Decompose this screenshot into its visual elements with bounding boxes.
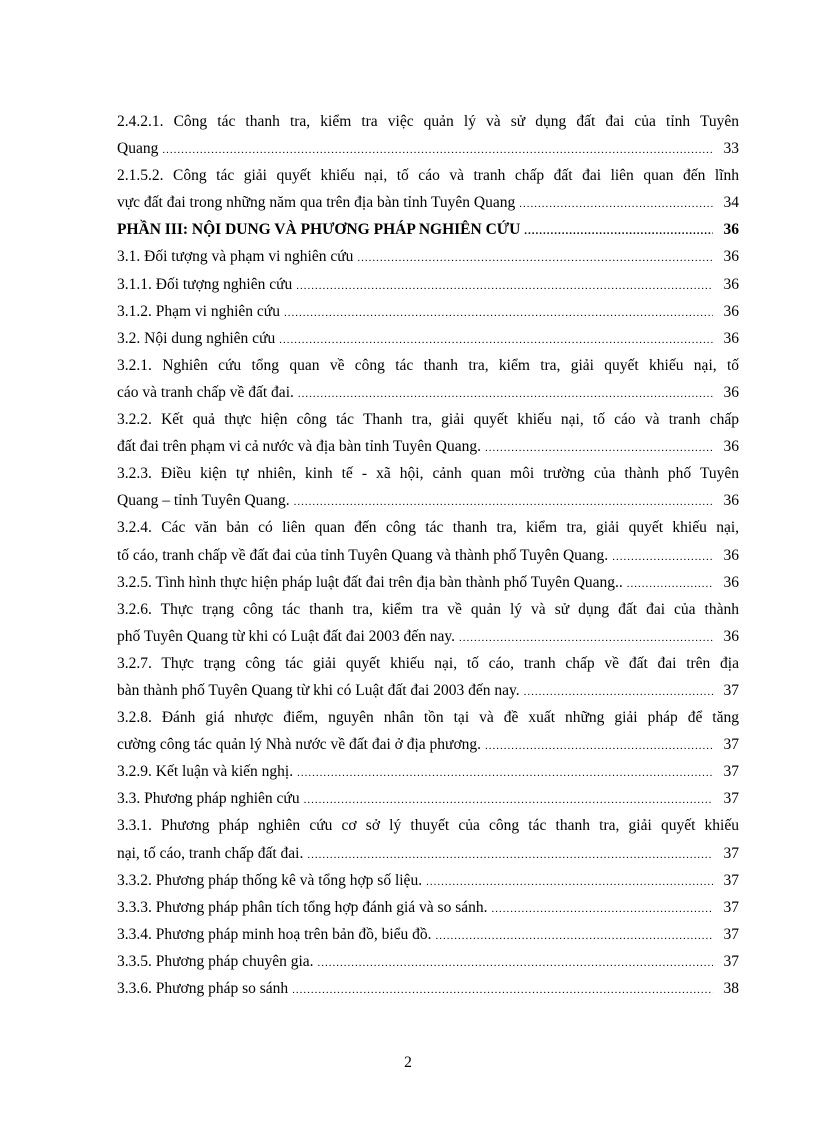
- dot-leader: [436, 923, 713, 948]
- toc-entry[interactable]: [117, 460, 739, 514]
- dot-leader: [297, 760, 713, 785]
- toc-entry-text: 3.2.4. Các văn bản có liên quan đến công tác thanh tra, kiểm tra, giải quyết khiếu nại,: [117, 519, 739, 537]
- dot-leader: [162, 137, 713, 162]
- toc-page-number: 36: [723, 438, 739, 456]
- toc-entry[interactable]: [117, 758, 739, 785]
- toc-entry[interactable]: [117, 569, 739, 596]
- toc-entry-text: 3.2.1. Nghiên cứu tổng quan về công tác thanh tra, kiểm tra, giải quyết khiếu nại, tố: [117, 356, 739, 374]
- dot-leader: [612, 544, 713, 569]
- dot-leader: [296, 273, 713, 298]
- toc-page-number: 37: [723, 898, 739, 916]
- toc-entry-text: Quang: [117, 140, 159, 158]
- toc-entry-text: 3.3. Phương pháp nghiên cứu: [117, 790, 300, 808]
- toc-entry-text: 3.1.1. Đối tượng nghiên cứu: [117, 275, 293, 293]
- toc-entry[interactable]: [117, 108, 739, 162]
- toc-entry-text: phố Tuyên Quang từ khi có Luật đất đai 2003 đến nay.: [117, 627, 456, 645]
- dot-leader: [485, 435, 713, 460]
- toc-entry-text: cáo và tranh chấp về đất đai.: [117, 383, 294, 401]
- toc-entry[interactable]: [117, 812, 739, 866]
- toc-entry-text: nại, tố cáo, tranh chấp đất đai.: [117, 844, 304, 862]
- toc-entry[interactable]: [117, 243, 739, 270]
- toc-entry[interactable]: [117, 216, 739, 243]
- toc-entry[interactable]: [117, 325, 739, 352]
- toc-page-number: 36: [723, 221, 739, 239]
- toc-page-number: 36: [723, 546, 739, 564]
- toc-entry-text: bàn thành phố Tuyên Quang từ khi có Luật đất đai 2003 đến nay.: [117, 681, 520, 699]
- dot-leader: [294, 489, 713, 514]
- toc-entry-text: 3.3.6. Phương pháp so sánh: [117, 980, 289, 997]
- dot-leader: [627, 571, 713, 596]
- dot-leader: [519, 191, 713, 216]
- dot-leader: [492, 896, 714, 921]
- dot-leader: [459, 625, 713, 650]
- dot-leader: [357, 245, 713, 270]
- toc-page-number: 36: [723, 302, 739, 320]
- toc-entry-text: 3.3.5. Phương pháp chuyên gia.: [117, 952, 314, 970]
- dot-leader: [426, 869, 713, 894]
- toc-entry-text: 3.1. Đối tượng và phạm vi nghiên cứu: [117, 248, 354, 266]
- toc-page-number: 37: [723, 736, 739, 754]
- dot-leader: [284, 300, 713, 325]
- toc-entry-text: 3.1.2. Phạm vi nghiên cứu: [117, 302, 280, 320]
- toc-entry-text: 3.2.3. Điều kiện tự nhiên, kinh tế - xã hội, cảnh quan môi trường của thành phố Tuyên: [117, 465, 739, 483]
- toc-entry[interactable]: [117, 704, 739, 758]
- toc-page-number: 37: [723, 763, 739, 781]
- toc-page-number: 37: [723, 790, 739, 808]
- dot-leader: [298, 381, 713, 406]
- toc-entry[interactable]: [117, 596, 739, 650]
- dot-leader: [524, 218, 713, 243]
- toc-entry-text: tố cáo, tranh chấp về đất đai của tỉnh Tuyên Quang và thành phố Tuyên Quang.: [117, 546, 609, 564]
- toc-entry[interactable]: [117, 867, 739, 894]
- toc-page-number: 37: [723, 952, 739, 970]
- dot-leader: [279, 327, 713, 352]
- toc-page-number: 34: [723, 194, 739, 212]
- toc-page-number: 36: [723, 492, 739, 510]
- toc-entry-text: 3.2.5. Tình hình thực hiện pháp luật đất đai trên địa bàn thành phố Tuyên Quang..: [117, 573, 623, 591]
- toc-entry-text: đất đai trên phạm vi cả nước và địa bàn tỉnh Tuyên Quang.: [117, 438, 481, 456]
- toc-entry[interactable]: [117, 921, 739, 948]
- dot-leader: [292, 977, 713, 1002]
- toc-entry-text: 3.3.4. Phương pháp minh hoạ trên bản đồ, biểu đồ.: [117, 925, 432, 943]
- toc-entry[interactable]: [117, 406, 739, 460]
- dot-leader: [304, 787, 713, 812]
- toc-page-number: 33: [723, 140, 739, 158]
- toc-entry[interactable]: [117, 975, 739, 1002]
- toc-entry-text: 2.4.2.1. Công tác thanh tra, kiểm tra việc quản lý và sử dụng đất đai của tỉnh Tuyên: [117, 113, 739, 130]
- toc-entry-text: 2.1.5.2. Công tác giải quyết khiếu nại, tố cáo và tranh chấp đất đai liên quan đến lĩnh: [117, 167, 739, 185]
- toc-entry-text: 3.2.7. Thực trạng công tác giải quyết khiếu nại, tố cáo, tranh chấp về đất đai trên địa: [117, 654, 739, 672]
- toc-entry-text: PHẦN III: NỘI DUNG VÀ PHƯƠNG PHÁP NGHIÊN CỨU: [117, 221, 521, 239]
- toc-entry[interactable]: [117, 271, 739, 298]
- table-of-contents: [117, 108, 739, 1002]
- toc-entry-text: 3.3.2. Phương pháp thống kê và tổng hợp số liệu.: [117, 871, 423, 889]
- toc-entry-text: 3.2.6. Thực trạng công tác thanh tra, kiểm tra về quản lý và sử dụng đất đai của thành: [117, 600, 739, 618]
- toc-entry[interactable]: [117, 894, 739, 921]
- toc-entry[interactable]: [117, 785, 739, 812]
- toc-entry-text: cường công tác quản lý Nhà nước về đất đai ở địa phương.: [117, 736, 482, 754]
- toc-page-number: 36: [723, 275, 739, 293]
- page-number: 2: [404, 1054, 412, 1071]
- toc-entry-text: Quang – tỉnh Tuyên Quang.: [117, 492, 290, 510]
- dot-leader: [318, 950, 713, 975]
- toc-page-number: 38: [723, 980, 739, 997]
- toc-page-number: 36: [723, 329, 739, 347]
- dot-leader: [307, 842, 713, 867]
- toc-entry[interactable]: [117, 162, 739, 216]
- toc-entry[interactable]: [117, 298, 739, 325]
- dot-leader: [485, 733, 713, 758]
- toc-page-number: 37: [723, 844, 739, 862]
- toc-entry[interactable]: [117, 948, 739, 975]
- toc-entry[interactable]: [117, 514, 739, 568]
- toc-page-number: 37: [723, 681, 739, 699]
- toc-entry-text: vực đất đai trong những năm qua trên địa bàn tỉnh Tuyên Quang: [117, 194, 516, 212]
- toc-entry-text: 3.2. Nội dung nghiên cứu: [117, 329, 276, 347]
- toc-entry-text: 3.2.9. Kết luận và kiến nghị.: [117, 763, 294, 781]
- toc-page-number: 36: [723, 573, 739, 591]
- toc-page-number: 36: [723, 248, 739, 266]
- toc-page-number: 36: [723, 383, 739, 401]
- toc-entry[interactable]: [117, 352, 739, 406]
- toc-page-number: 37: [723, 871, 739, 889]
- toc-entry-text: 3.2.8. Đánh giá nhược điểm, nguyên nhân tồn tại và đề xuất những giải pháp để tăng: [117, 709, 739, 727]
- toc-entry-text: 3.3.3. Phương pháp phân tích tổng hợp đánh giá và so sánh.: [117, 898, 488, 916]
- toc-page-number: 36: [723, 627, 739, 645]
- toc-entry-text: 3.3.1. Phương pháp nghiên cứu cơ sở lý thuyết của công tác thanh tra, giải quyết khiếu: [117, 817, 739, 835]
- toc-page-number: 37: [723, 925, 739, 943]
- dot-leader: [524, 679, 713, 704]
- toc-entry-text: 3.2.2. Kết quả thực hiện công tác Thanh tra, giải quyết khiếu nại, tố cáo và tranh chấp: [117, 411, 739, 429]
- toc-entry[interactable]: [117, 650, 739, 704]
